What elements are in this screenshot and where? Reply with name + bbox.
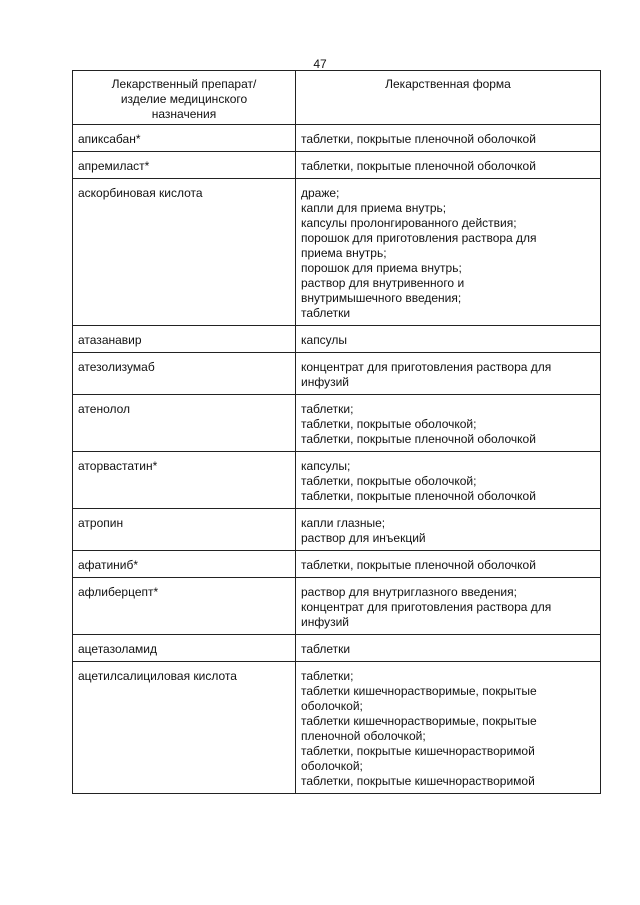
- dosage-form-cell: [296, 395, 601, 452]
- dosage-form-cell: [296, 152, 601, 179]
- dosage-form-cell: [296, 578, 601, 635]
- dosage-form-line: внутримышечного введения;: [301, 291, 462, 305]
- table-row: [73, 509, 601, 551]
- dosage-form-line: капсулы пролонгированного действия;: [301, 216, 517, 230]
- drug-name: апиксабан*: [78, 132, 141, 146]
- dosage-form-line: капли для приема внутрь;: [301, 201, 447, 215]
- dosage-form-line: драже;: [301, 186, 340, 200]
- dosage-form-line: капсулы: [301, 333, 348, 347]
- dosage-form-cell: [296, 551, 601, 578]
- dosage-form-cell: [296, 452, 601, 509]
- drug-name: апремиласт*: [78, 159, 150, 173]
- dosage-form-line: капли глазные;: [301, 516, 386, 530]
- dosage-form-cell: [296, 353, 601, 395]
- drug-name-cell: [73, 662, 296, 794]
- dosage-form-line: таблетки, покрытые оболочкой;: [301, 474, 477, 488]
- dosage-form-cell: [296, 125, 601, 152]
- table-row: [73, 326, 601, 353]
- drug-name-cell: [73, 509, 296, 551]
- dosage-form-line: оболочкой;: [301, 699, 363, 713]
- dosage-form-line: раствор для внутриглазного введения;: [301, 585, 517, 599]
- dosage-form-line: таблетки, покрытые пленочной оболочкой: [301, 159, 536, 173]
- table-header-row: [73, 71, 601, 125]
- dosage-form-line: инфузий: [301, 615, 349, 629]
- drug-name-cell: [73, 125, 296, 152]
- drug-name: аскорбиновая кислота: [78, 186, 203, 200]
- dosage-form-line: пленочной оболочкой;: [301, 729, 426, 743]
- drug-name-cell: [73, 326, 296, 353]
- dosage-form-line: капсулы;: [301, 459, 351, 473]
- dosage-form-line: концентрат для приготовления раствора для: [301, 600, 552, 614]
- dosage-form-line: таблетки, покрытые пленочной оболочкой: [301, 132, 536, 146]
- header-line: Лекарственный препарат/: [111, 77, 257, 91]
- dosage-form-line: оболочкой;: [301, 759, 363, 773]
- dosage-form-line: раствор для внутривенного и: [301, 276, 465, 290]
- header-line: Лекарственная форма: [385, 77, 511, 91]
- drug-name: атропин: [78, 516, 124, 530]
- dosage-form-line: таблетки: [301, 306, 351, 320]
- table-row: [73, 395, 601, 452]
- table-row: [73, 353, 601, 395]
- drug-name-cell: [73, 152, 296, 179]
- table-row: [73, 179, 601, 326]
- dosage-form-line: порошок для приготовления раствора для: [301, 231, 537, 245]
- dosage-form-line: таблетки кишечнорастворимые, покрытые: [301, 714, 537, 728]
- drug-name: ацетилсалициловая кислота: [78, 669, 237, 683]
- header-line: изделие медицинского: [120, 92, 248, 106]
- drug-name-cell: [73, 578, 296, 635]
- dosage-form-line: таблетки, покрытые кишечнорастворимой: [301, 744, 535, 758]
- dosage-form-line: таблетки, покрытые кишечнорастворимой: [301, 774, 535, 788]
- table-row: [73, 635, 601, 662]
- table-body: [73, 125, 601, 794]
- header-drug-name: [73, 71, 296, 125]
- table-row: [73, 452, 601, 509]
- table-row: [73, 662, 601, 794]
- medication-table: [72, 70, 601, 794]
- dosage-form-line: таблетки, покрытые оболочкой;: [301, 417, 477, 431]
- table-row: [73, 152, 601, 179]
- drug-name-cell: [73, 551, 296, 578]
- table-row: [73, 551, 601, 578]
- table-row: [73, 578, 601, 635]
- dosage-form-line: таблетки, покрытые пленочной оболочкой: [301, 558, 536, 572]
- dosage-form-line: инфузий: [301, 375, 349, 389]
- drug-name: аторвастатин*: [78, 459, 158, 473]
- drug-name: атазанавир: [78, 333, 142, 347]
- header-line: назначения: [151, 107, 217, 121]
- dosage-form-cell: [296, 635, 601, 662]
- dosage-form-line: таблетки;: [301, 402, 354, 416]
- dosage-form-line: порошок для приема внутрь;: [301, 261, 462, 275]
- drug-name: афатиниб*: [78, 558, 139, 572]
- dosage-form-line: таблетки кишечнорастворимые, покрытые: [301, 684, 537, 698]
- drug-name: афлиберцепт*: [78, 585, 159, 599]
- dosage-form-line: таблетки;: [301, 669, 354, 683]
- dosage-form-line: таблетки: [301, 642, 351, 656]
- header-dosage-form: [296, 71, 601, 125]
- dosage-form-line: раствор для инъекций: [301, 531, 426, 545]
- dosage-form-cell: [296, 326, 601, 353]
- drug-name-cell: [73, 179, 296, 326]
- dosage-form-line: таблетки, покрытые пленочной оболочкой: [301, 432, 536, 446]
- dosage-form-cell: [296, 662, 601, 794]
- page-number: 47: [313, 57, 327, 71]
- table-row: [73, 125, 601, 152]
- dosage-form-cell: [296, 179, 601, 326]
- drug-name-cell: [73, 353, 296, 395]
- drug-name-cell: [73, 395, 296, 452]
- drug-name: атезолизумаб: [78, 360, 155, 374]
- drug-name-cell: [73, 635, 296, 662]
- dosage-form-cell: [296, 509, 601, 551]
- dosage-form-line: концентрат для приготовления раствора для: [301, 360, 552, 374]
- drug-name-cell: [73, 452, 296, 509]
- drug-name: атенолол: [78, 402, 131, 416]
- dosage-form-line: приема внутрь;: [301, 246, 387, 260]
- drug-name: ацетазоламид: [78, 642, 157, 656]
- dosage-form-line: таблетки, покрытые пленочной оболочкой: [301, 489, 536, 503]
